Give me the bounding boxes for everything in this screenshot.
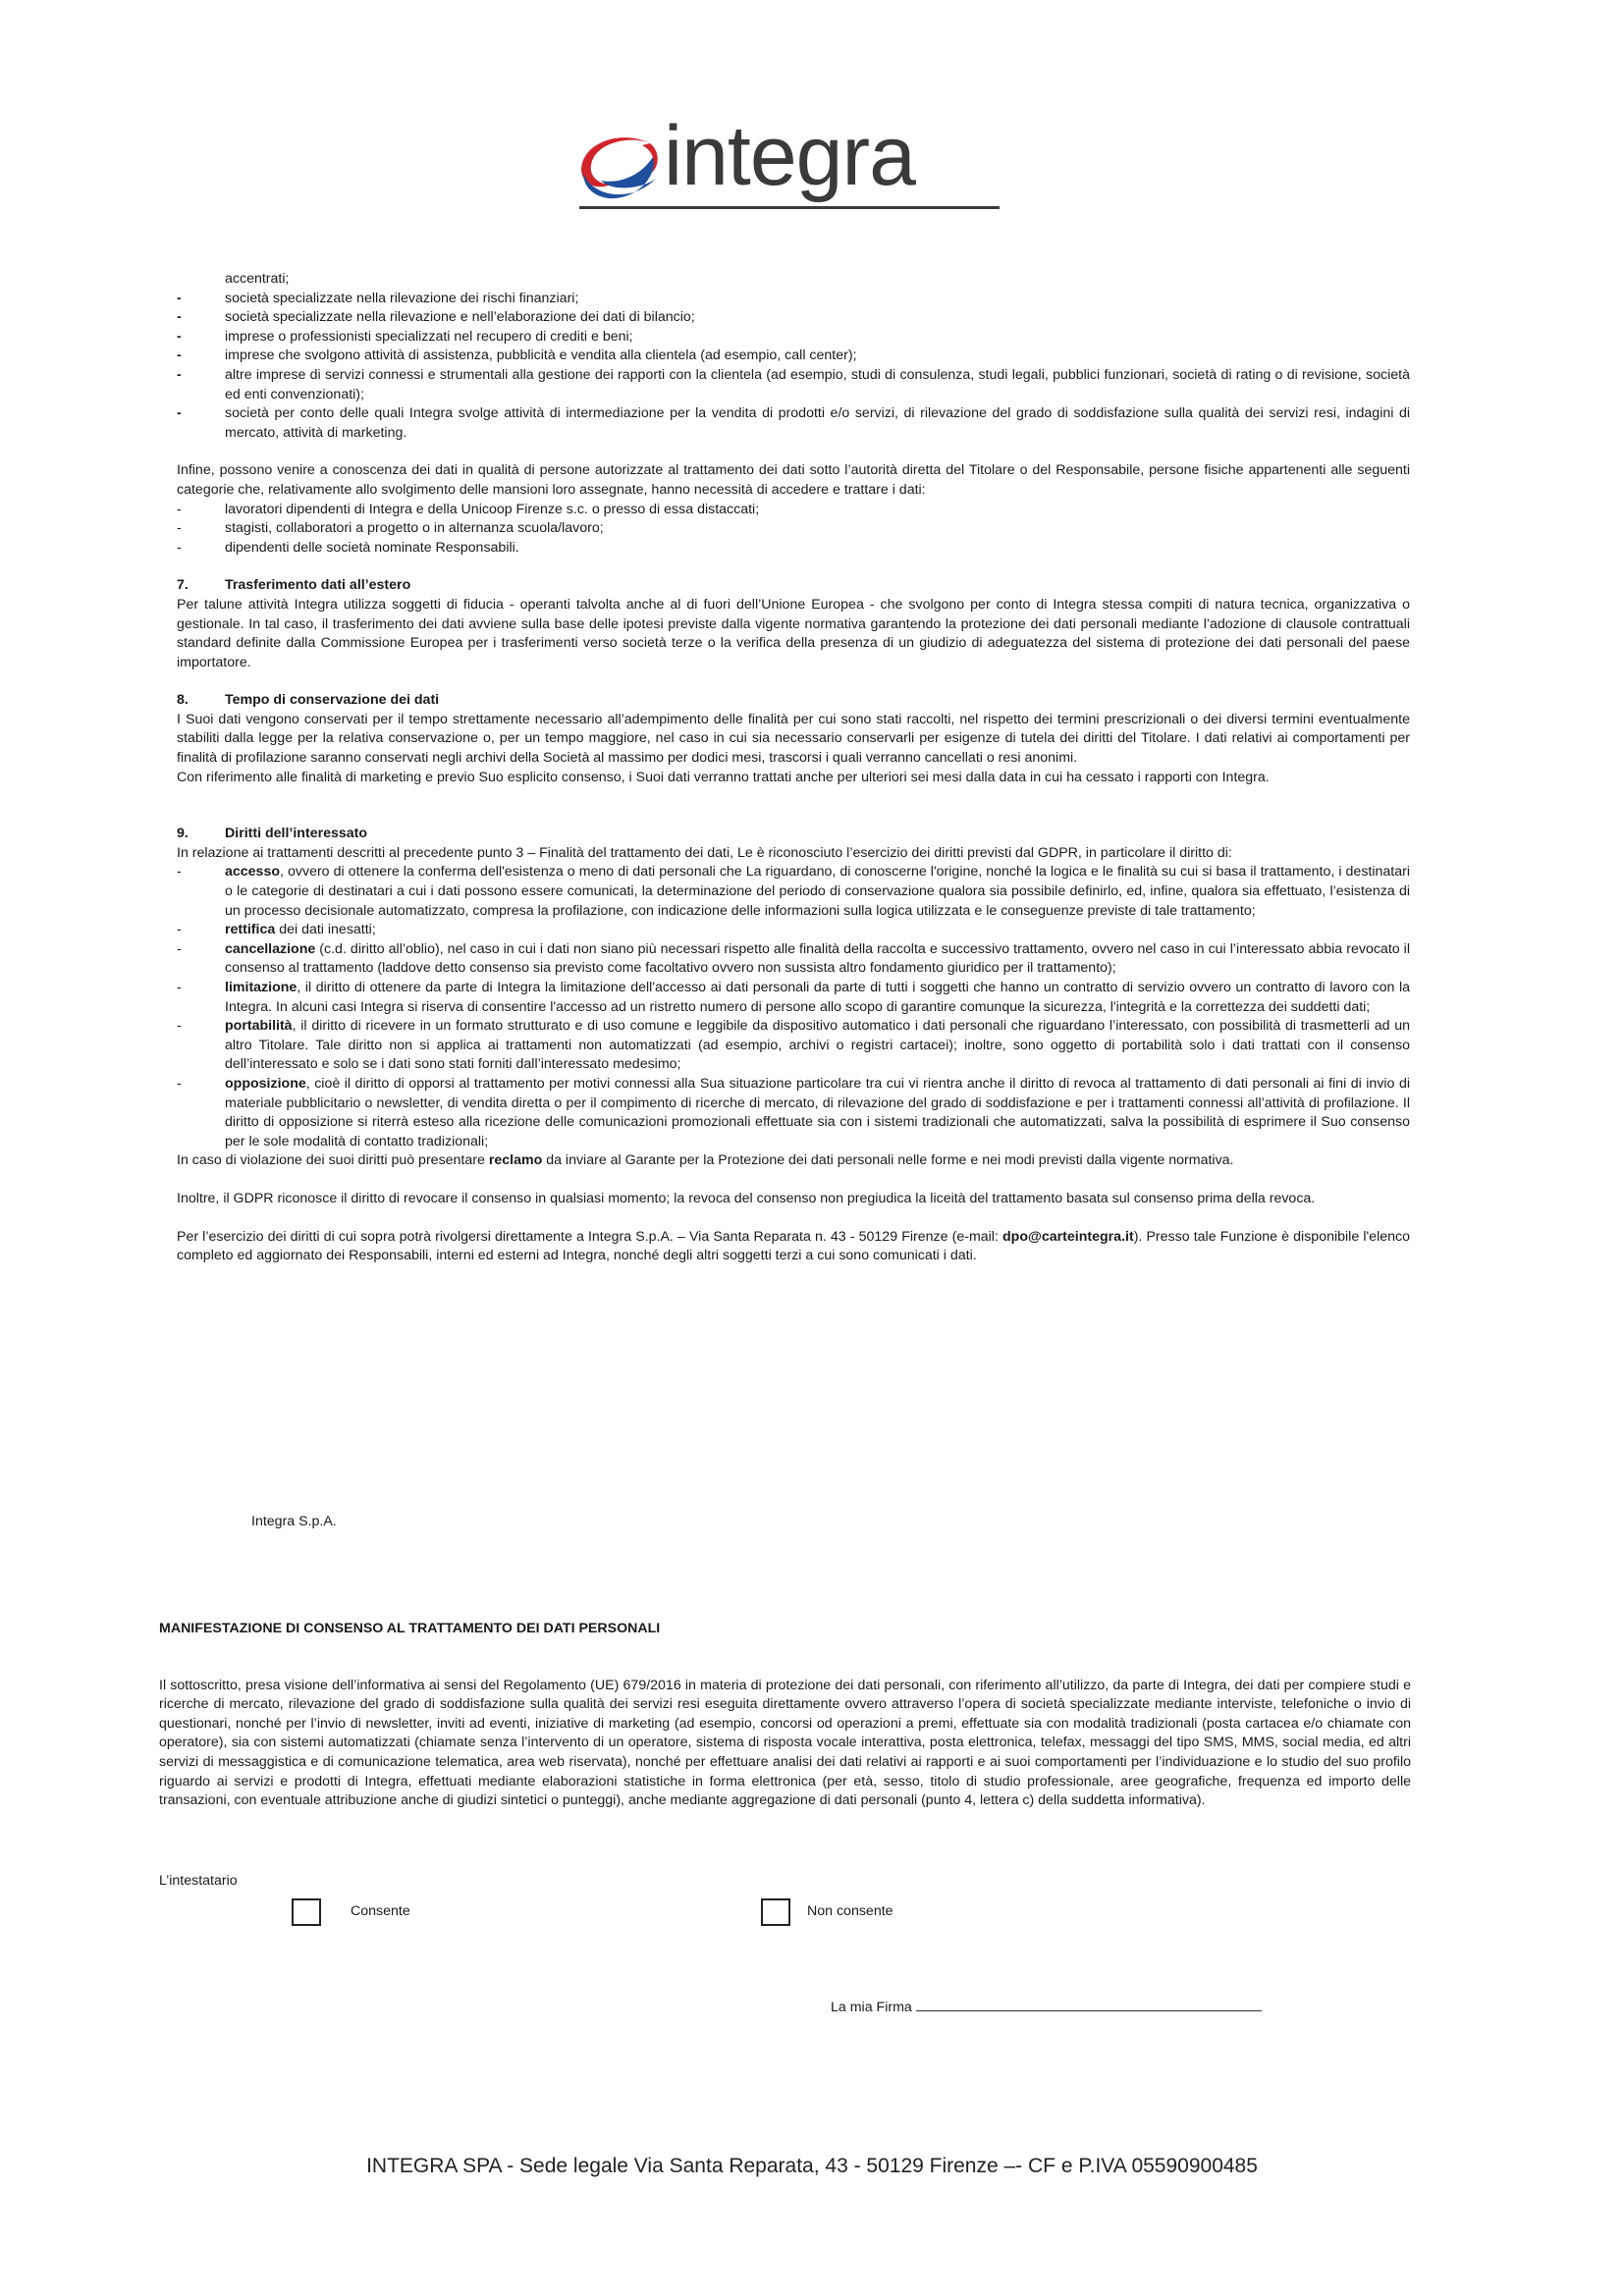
section-heading: 7. Trasferimento dati all’estero [177,577,411,594]
right-item: - rettifica dei dati inesatti; [177,922,376,938]
not-consent-label: Non consente [807,1903,893,1919]
consent-checkbox[interactable] [292,1898,321,1926]
consent-title: MANIFESTAZIONE DI CONSENSO AL TRATTAMENTO DEI DATI PERSONALI [159,1621,661,1636]
list-item: - stagisti, collaboratori a progetto o in alternanza scuola/lavoro; [177,520,604,537]
right-item: - accesso, ovvero di ottenere la conferma dell'esistenza o meno di dati personali che La riguardano, di conoscerne l'origine, nonché la logica e le finalità su cui si basa il trattamento, i destinatari o le categorie di destinatari a cui i dati possono essere comunicati, la determinazione del periodo di conservazione qualora sia possibile definirlo, ed, infine, qualora sia effettuato, l’esistenza di un processo decisionale automatizzato, compresa la profilazione, con indicazione delle informazioni sulla logica utilizzata e le conseguenze previste di tale trattamento; [177,864,1410,919]
contact-email: dpo@carteintegra.it [1002,1228,1134,1245]
list-item: - società specializzate nella rilevazione e nell’elaborazione dei dati di bilancio; [177,309,695,326]
list-item: - dipendenti delle società nominate Responsabili. [177,539,519,556]
logo-wordmark: integra [664,109,915,203]
signature-company: Integra S.p.A. [251,1514,337,1529]
consent-section [159,1620,1411,1811]
right-item: - opposizione, cioè il diritto di opporsi al trattamento per motivi connessi alla Sua situazione particolare tra cui vi rientra anche il diritto di revoca al trattamento di dati personali ai fini di invio di materiale pubblicitario o newsletter, di vendita diretta o per il compimento di ricerche di mercato, di rilevazione del grado di soddisfazione e per i trattamenti connessi all’attività di profilazione. Il diritto di opposizione si riterrà esteso alla ricezione delle comunicazioni promozionali effettuate sia con i sistemi tradizionali che automatizzati, salva la possibilità di esprimere il Suo consenso per le sole modalità di contatto tradizionali; [177,1075,1410,1149]
right-item: - cancellazione (c.d. diritto all’oblio), nel caso in cui i dati non siano più necessari rispetto alle finalità della raccolta e successivo trattamento, ovvero nel caso in cui l’interessato abbia revocato il consenso al trattamento (laddove detto consenso sia previsto come facoltativo ovvero non sussista altro fondamento giuridico per il trattamento); [177,940,1410,977]
signature-field [831,1997,1262,2015]
section-paragraph: Con riferimento alle finalità di marketing e previo Suo esplicito consenso, i Suoi dati verranno trattati anche per ulteriori sei mesi dalla data in cui ha cessato i rapporti con Integra. [177,769,1270,785]
not-consent-checkbox[interactable] [761,1898,790,1926]
revoca-paragraph: Inoltre, il GDPR riconosce il diritto di revocare il consenso in qualsiasi momento; la revoca del consenso non pregiudica la liceità del trattamento basata sul consenso prima della revoca. [177,1190,1316,1206]
list-item: - imprese o professionisti specializzati nel recupero di crediti e beni; [177,328,633,345]
list-item: - lavoratori dipendenti di Integra e della Unicoop Firenze s.c. o presso di essa distaccati; [177,501,760,517]
list-item: - altre imprese di servizi connessi e strumentali alla gestione dei rapporti con la clientela (ad esempio, studi di consulenza, studi legali, pubblici funzionari, società di rating o di revisione, società ed enti convenzionati); [177,366,1410,402]
list-item: - società specializzate nella rilevazione dei rischi finanziari; [177,290,579,306]
section-heading: 9. Diritti dell’interessato [177,826,368,842]
right-item: - portabilità, il diritto di ricevere in un formato strutturato e di uso comune e leggibile da dispositivo automatico i dati personali che riguardano l’interessato, con possibilità di trasmetterli ad un altro Titolare. Tale diritto non si applica ai trattamenti non automatizzati (ad esempio, archivi o registri cartacei); inoltre, sono oggetto di portabilità solo i dati trattati con il consenso dell’interessato e solo se i dati sono stati forniti dall’interessato medesimo; [177,1018,1410,1073]
reclamo-paragraph: In caso di violazione dei suoi diritti può presentare reclamo da inviare al Garante per la Protezione dei dati personali nelle forme e nei modi previsti dalla vigente normativa. [177,1152,1234,1169]
right-item: - limitazione, il diritto di ottenere da parte di Integra la limitazione dell'accesso ai dati personali da parte di tutti i soggetti che hanno un contratto di servizio ovvero un contratto di lavoro con la Integra. In alcuni casi Integra si riserva di consentire l'accesso ad un ristretto numero di persone allo scopo di garantire comunque la sicurezza, l'integrità e la correttezza dei suddetti dati; [177,980,1410,1015]
list-item: accentrati; [225,271,290,287]
infine-paragraph: Infine, possono venire a conoscenza dei dati in qualità di persone autorizzate al trattamento dei dati sotto l’autorità diretta del Titolare o del Responsabile, persone fisiche appartenenti alle seguenti categorie che, relativamente allo svolgimento delle mansioni loro assegnate, hanno necessità di accedere e trattare i dati: [177,462,1410,498]
integra-swoosh-icon [573,122,662,210]
section-heading: 8. Tempo di conservazione dei dati [177,692,440,709]
signature-label: La mia Firma [831,2000,912,2015]
consent-text: Il sottoscritto, presa visione dell’informativa ai sensi del Regolamento (UE) 679/2016 in materia di protezione dei dati personali, con riferimento all’utilizzo, da parte di Integra, dei dati per compiere studi e ricerche di mercato, rilevazione del grado di soddisfazione sulla qualità dei servizi resi eseguita direttamente ovvero attraverso l’opera di società specializzate mediante interviste, telefoniche o invio di questionari, nonché per l’invio di newsletter, inviti ad eventi, iniziative di marketing (ad esempio, concorsi od operazioni a premi, effettuate sia con modalità tradizionali (posta cartacea e/o chiamate con operatore), sia con sistemi automatizzati (chiamate senza l’intervento di un operatore, sistema di risposta vocale interattiva, posta elettronica, telefax, messaggi del tipo SMS, MMS, social media, ed altri servizi di messaggistica e di comunicazione telematica, area web riservata), nonché per effettuare analisi dei dati relativi ai rapporti e ai suoi comportamenti per l’individuazione e lo studio del suo profilo riguardo ai servizi e prodotti di Integra, effettuati mediante elaborazioni statistiche in forma elettronica (per età, sesso, titolo di studio professionale, aree geografiche, frequenza ed importo delle transazioni, con eventuale attribuzione anche di giudizi sintetici o punteggi), anche mediante aggregazione di dati personali (punto 4, lettera c) della suddetta informativa). [159,1677,1411,1809]
integra-logo [573,108,1005,216]
list-item: - imprese che svolgono attività di assistenza, pubblicità e vendita alla clientela (ad esempio, call center); [177,347,857,364]
holder-label: L’intestatario [159,1873,238,1889]
contact-paragraph: Per l’esercizio dei diritti di cui sopra potrà rivolgersi direttamente a Integra S.p.A. – Via Santa Reparata n. 43 - 50129 Firenze (e-mail: dpo@carteintegra.it). Presso tale Funzione è disponibile l'elenco completo ed aggiornato dei Responsabili, interni ed esterni ad Integra, nonché degli altri soggetti terzi a cui sono comunicati i dati. [177,1228,1410,1264]
section-paragraph: Per talune attività Integra utilizza soggetti di fiducia - operanti talvolta anche al di fuori dell’Unione Europea - che svolgono per conto di Integra stessa compiti di natura tecnica, organizzativa o gestionale. In tal caso, il trasferimento dei dati avviene sulla base delle ipotesi previste dalla vigente normativa garantendo la protezione dei dati personali mediante l’adozione di clausole contrattuali standard definite dalla Commissione Europea per i trasferimenti verso società terze o la verifica della presenza di un giudizio di adeguatezza del sistema di protezione dei dati personali del paese importatore. [177,596,1410,670]
section-paragraph: In relazione ai trattamenti descritti al precedente punto 3 – Finalità del trattamento dei dati, Le è riconosciuto l’esercizio dei diritti previsti dal GDPR, in particolare il diritto di: [177,844,1232,861]
document-body [177,270,1410,1266]
list-item: - società per conto delle quali Integra svolge attività di intermediazione per la vendita di prodotti e/o servizi, di rilevazione del grado di soddisfazione sulla qualità dei servizi resi, indagini di mercato, attività di marketing. [177,405,1410,441]
section-paragraph: I Suoi dati vengono conservati per il tempo strettamente necessario all’adempimento delle finalità per cui sono stati raccolti, nel rispetto dei termini prescrizionali o dei diversi termini eventualmente stabiliti dalla legge per la relativa conservazione o, per un tempo maggiore, nel caso in cui sia necessario conservarli per esigenze di tutela dei diritti del Titolare. I dati relativi ai comportamenti per finalità di profilazione saranno conservati negli archivi della Società al massimo per dodici mesi, trascorsi i quali verranno cancellati o resi anonimi. [177,711,1410,767]
logo-underline [579,206,1000,209]
page-footer: INTEGRA SPA - Sede legale Via Santa Reparata, 43 - 50129 Firenze –- CF e P.IVA 05590900485 [366,2155,1258,2177]
signature-line[interactable] [916,1997,1262,2011]
consent-label: Consente [351,1903,410,1919]
